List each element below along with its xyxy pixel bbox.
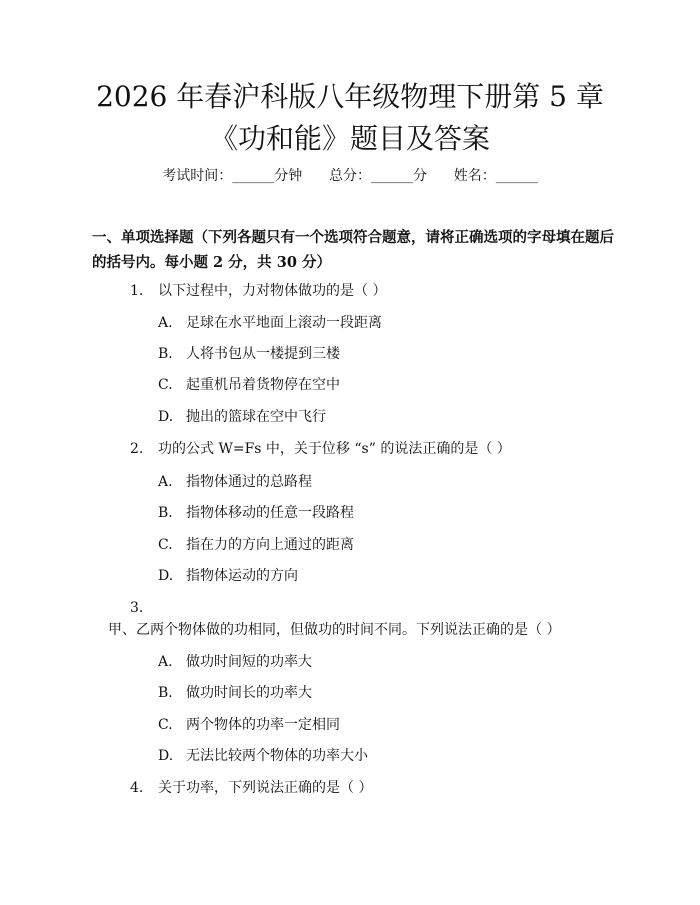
question-3-option-d	[158, 746, 368, 766]
name-label: 姓名：	[453, 168, 496, 184]
question-1-option-b	[158, 344, 340, 364]
score-label: 总分：	[329, 168, 371, 184]
question-2-option-b	[158, 503, 354, 523]
question-3	[108, 597, 610, 641]
question-3-option-c	[158, 715, 340, 735]
option-text: 指物体运动的方向	[186, 568, 298, 584]
question-1-option-d	[158, 407, 326, 427]
option-letter: B.	[158, 346, 173, 362]
question-text: 甲、乙两个物体做的功相同，但做功的时间不同。下列说法正确的是（ ）	[108, 622, 561, 638]
option-text: 指在力的方向上通过的距离	[186, 537, 354, 553]
question-number: 3.	[130, 600, 144, 616]
question-1-option-a	[158, 313, 382, 333]
question-3-option-b	[158, 683, 312, 703]
option-text: 足球在水平地面上滚动一段距离	[186, 315, 382, 331]
option-text: 做功时间短的功率大	[186, 654, 312, 670]
option-letter: C.	[158, 537, 173, 553]
option-text: 无法比较两个物体的功率大小	[186, 748, 368, 764]
exam-info-line	[0, 166, 700, 186]
option-letter: B.	[158, 685, 173, 701]
option-text: 指物体通过的总路程	[186, 474, 312, 490]
section-heading: 一、单项选择题（下列各题只有一个选项符合题意，请将正确选项的字母填在题后的括号内。每小题 2 分，共 30 分）	[92, 229, 614, 271]
option-text: 人将书包从一楼提到三楼	[186, 346, 340, 362]
question-2	[130, 439, 511, 459]
score-blank: ______	[371, 168, 413, 184]
option-letter: B.	[158, 505, 173, 521]
option-text: 指物体移动的任意一段路程	[186, 505, 354, 521]
option-text: 起重机吊着货物停在空中	[186, 377, 340, 393]
question-2-option-a	[158, 472, 312, 492]
option-letter: D.	[158, 568, 174, 584]
question-number: 4.	[130, 780, 144, 796]
time-blank: ______	[232, 168, 275, 184]
question-text: 功的公式 W=Fs 中，关于位移 “s” 的说法正确的是（ ）	[158, 441, 511, 457]
option-letter: A.	[158, 474, 173, 490]
option-text: 抛出的篮球在空中飞行	[186, 409, 326, 425]
time-unit: 分钟	[274, 168, 303, 184]
question-number: 2.	[130, 441, 144, 457]
score-unit: 分	[413, 168, 427, 184]
question-3-option-a	[158, 652, 312, 672]
question-2-option-d	[158, 566, 298, 586]
option-letter: C.	[158, 377, 173, 393]
option-text: 做功时间长的功率大	[186, 685, 312, 701]
question-text: 关于功率，下列说法正确的是（ ）	[158, 780, 373, 796]
option-letter: D.	[158, 409, 174, 425]
name-blank: ______	[495, 168, 538, 184]
option-letter: D.	[158, 748, 174, 764]
question-1	[130, 281, 386, 301]
option-letter: A.	[158, 654, 173, 670]
time-label: 考试时间：	[162, 168, 233, 184]
option-letter: C.	[158, 717, 173, 733]
question-1-option-c	[158, 375, 340, 395]
option-text: 两个物体的功率一定相同	[186, 717, 340, 733]
question-text: 以下过程中，力对物体做功的是（ ）	[158, 283, 387, 299]
question-2-option-c	[158, 535, 354, 555]
question-number: 1.	[130, 283, 144, 299]
question-4	[130, 778, 372, 798]
document-title: 2026 年春沪科版八年级物理下册第 5 章《功和能》题目及答案	[96, 80, 604, 155]
option-letter: A.	[158, 315, 173, 331]
